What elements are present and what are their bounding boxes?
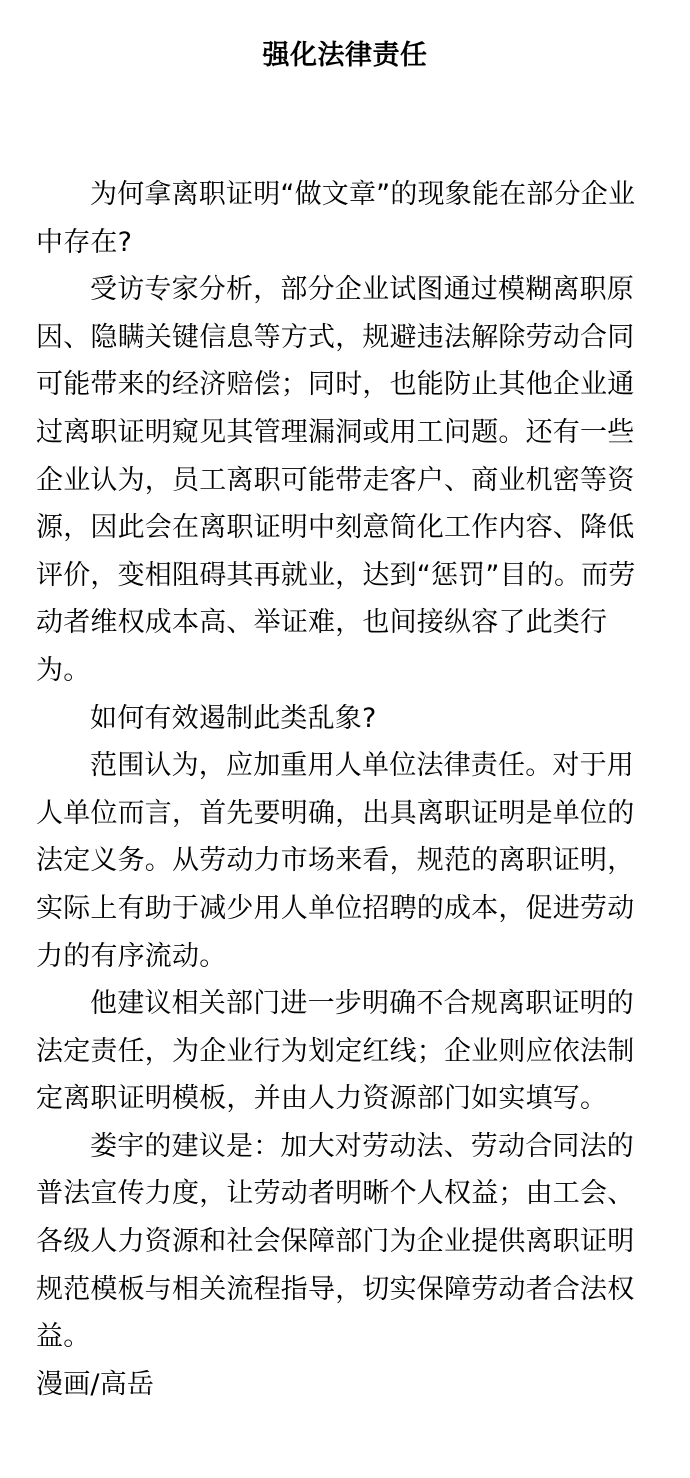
paragraph-fan-wei-view: 范围认为，应加重用人单位法律责任。对于用人单位而言，首先要明确，出具离职证明是单位的法定义务。从劳动力市场来看，规范的离职证明，实际上有助于减少用人单位招聘的成本，促进劳动力的有序流动。 (36, 750, 635, 972)
paragraph-question-1: 为何拿离职证明“做文章”的现象能在部分企业中存在? (36, 179, 636, 258)
paragraph-question-2: 如何有效遏制此类乱象? (90, 702, 377, 734)
paragraph-lou-yu-view: 娄宇的建议是：加大对劳动法、劳动合同法的普法宣传力度，让劳动者明晰个人权益；由工会、各级人力资源和社会保障部门为企业提供离职证明规范模板与相关流程指导，切实保障劳动者合法权益。 (36, 1130, 635, 1353)
paragraph-recommendation: 他建议相关部门进一步明确不合规离职证明的法定责任，为企业行为划定红线；企业则应依法制定离职证明模板，并由人力资源部门如实填写。 (36, 988, 635, 1115)
illustration-credit: 漫画/高岳 (36, 1368, 155, 1400)
article-body (36, 171, 656, 1408)
article-title: 强化法律责任 (262, 40, 428, 71)
paragraph-expert-analysis: 受访专家分析，部分企业试图通过模糊离职原因、隐瞒关键信息等方式，规避违法解除劳动合同可能带来的经济赔偿；同时，也能防止其他企业通过离职证明窥见其管理漏洞或用工问题。还有一些企业认为，员工离职可能带走客户、商业机密等资源，因此会在离职证明中刻意简化工作内容、降低评价，变相阻碍其再就业，达到“惩罚”目的。而劳动者维权成本高、举证难，也间接纵容了此类行为。 (36, 274, 636, 686)
